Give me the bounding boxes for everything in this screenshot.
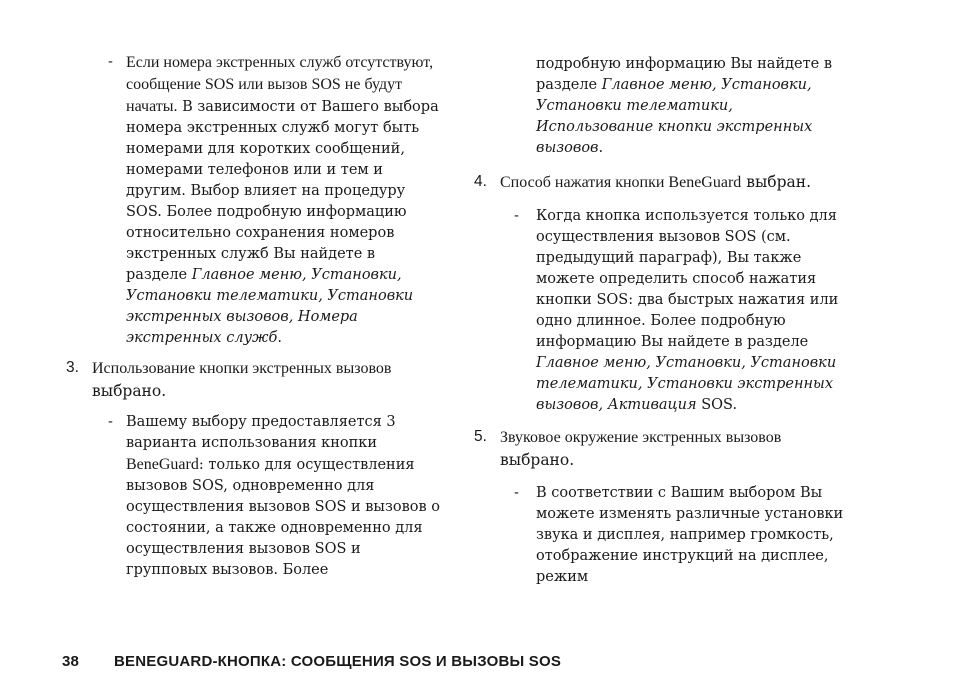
menu-path: Главное меню, Установки, Установки телематики, Установки экстренных вызовов, Номера экстренных служб (126, 267, 414, 346)
menu-path: Главное меню, Установки, Установки телематики, Использование кнопки экстренных вызовов (536, 77, 813, 156)
continued-text (470, 54, 850, 159)
left-column (60, 52, 440, 581)
item-text: выбрано. (500, 451, 575, 469)
bullet-bold-text: Если номера экстренных служб отсутствуют, сообщение SOS или вызов SOS не будут начаты. (126, 54, 434, 115)
bullet-text: : только для осуществления вызовов SOS, одновременно для осуществления вызовов SOS и вызовов о состоянии, а также одновременно для осуществления вызовов SOS и групповых вызовов. Более (126, 457, 441, 578)
bullet-usage-options (60, 412, 440, 581)
item-heading: Звуковое окружение экстренных вызовов (500, 429, 782, 446)
dash-marker: - (514, 208, 519, 224)
bullet-sound-settings (470, 483, 850, 588)
bullet-text: В зависимости от Вашего выбора номера экстренных служб могут быть номерами для коротких сообщений, номерами телефонов или и тем и другим. Выбор влияет на процедуру SOS. Более подробную информацию относительно сохранения номеров экстренных служб Вы найдете в разделе (126, 99, 439, 283)
bullet-emergency-numbers (60, 52, 440, 349)
item-number: 3. (66, 359, 79, 376)
item-3 (60, 357, 440, 402)
bullet-bold-text: BeneGuard (126, 456, 199, 473)
punctuation: . (277, 330, 282, 346)
bullet-press-method (470, 206, 850, 416)
right-column (470, 54, 850, 588)
page-footer (62, 653, 561, 670)
bullet-text: Когда кнопка используется только для осуществления вызовов SOS (см. предыдущий параграф), Вы также можете определить способ нажатия кнопки SOS: два быстрых нажатия или одно длинное. Более подробную информацию Вы найдете в разделе (536, 208, 839, 350)
dash-marker: - (108, 54, 113, 70)
punctuation: . (598, 140, 604, 156)
cont-text: подробную информацию Вы найдете в разделе (536, 56, 832, 93)
chapter-title: BENEGUARD-КНОПКА: СООБЩЕНИЯ SOS И ВЫЗОВЫ SOS (114, 653, 562, 670)
dash-marker: - (514, 485, 519, 501)
bullet-text: В соответствии с Вашим выбором Вы можете изменять различные установки звука и дисплея, например громкость, отображение инструкций на дисплее, режим (536, 485, 844, 585)
item-4 (470, 171, 850, 194)
item-text: выбран. (741, 173, 812, 191)
item-number: 4. (474, 173, 487, 190)
item-number: 5. (474, 428, 487, 445)
item-text: выбрано. (92, 382, 167, 400)
dash-marker: - (108, 414, 113, 430)
bullet-text-end: SOS. (696, 397, 738, 413)
menu-path: Главное меню, Установки, Установки телематики, Установки экстренных вызовов, Активация (536, 355, 837, 413)
item-heading: Использование кнопки экстренных вызовов (92, 360, 392, 377)
bullet-text: Вашему выбору предоставляется 3 варианта использования кнопки (126, 414, 396, 451)
item-heading: Способ нажатия кнопки BeneGuard (500, 174, 742, 191)
item-5 (470, 426, 850, 471)
page-number: 38 (62, 653, 80, 670)
